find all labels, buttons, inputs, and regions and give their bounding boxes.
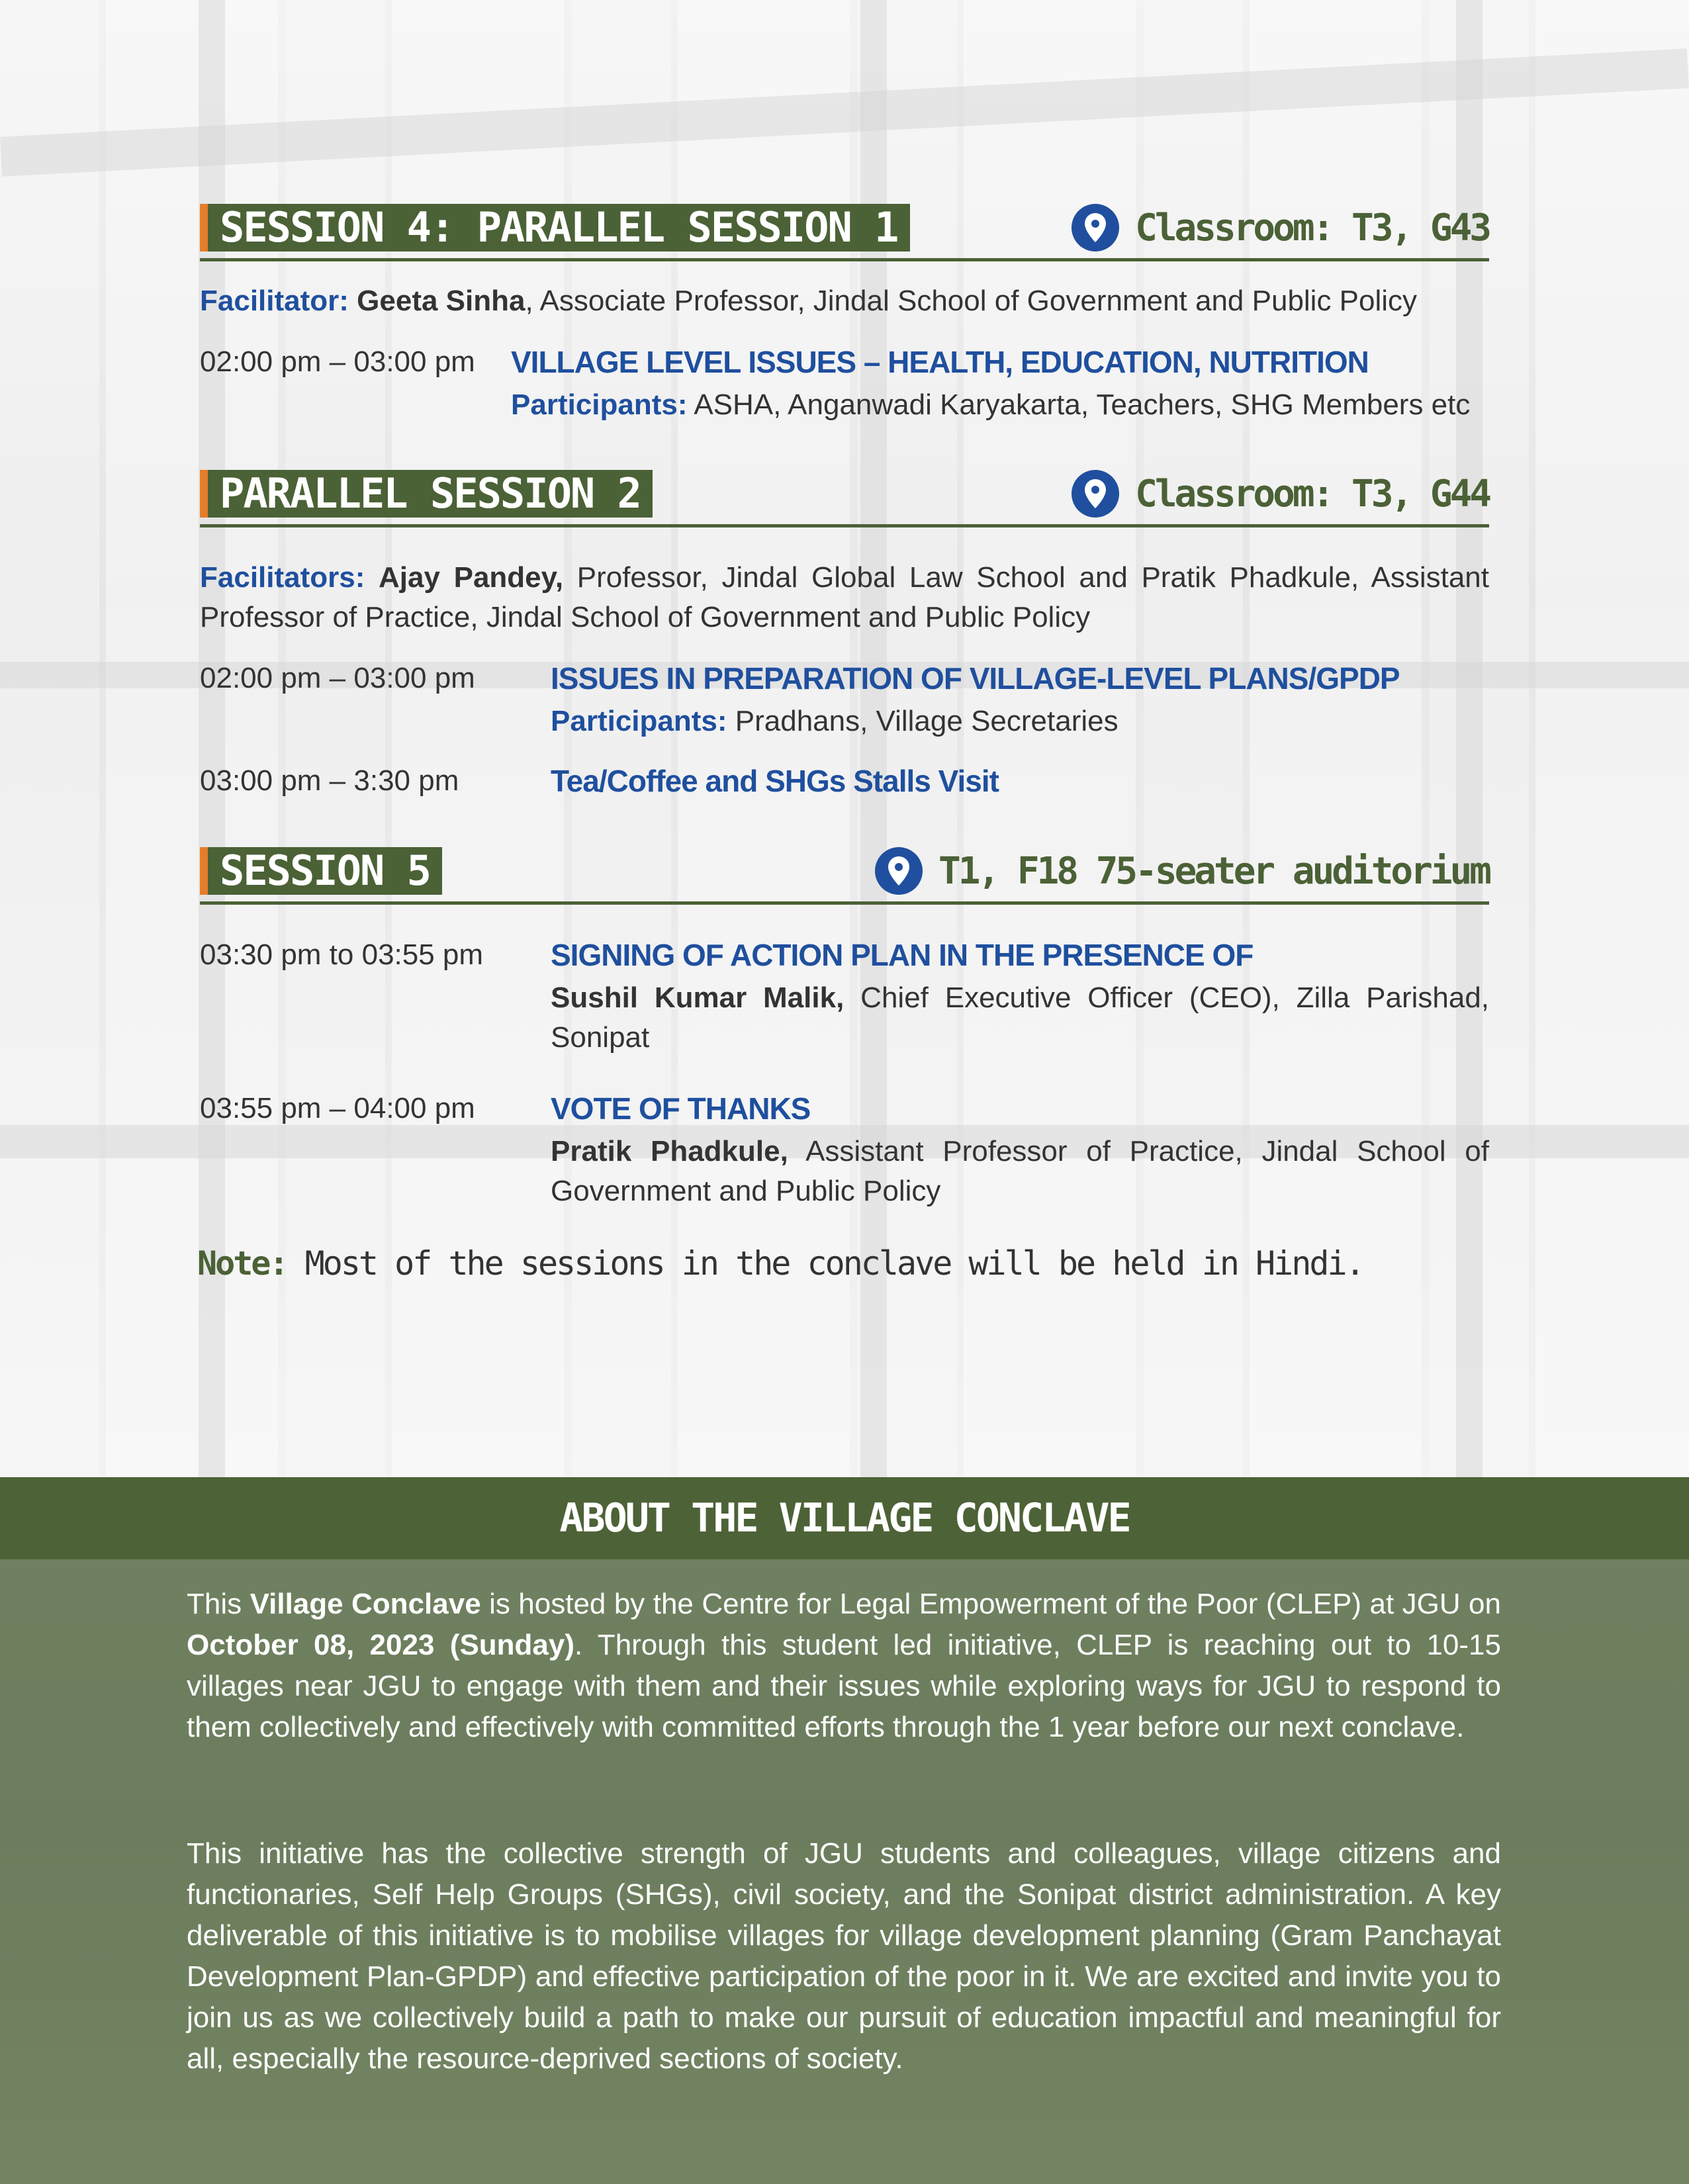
person-name: Pratik Phadkule,: [551, 1135, 788, 1167]
parallel2-time1: 02:00 pm – 03:00 pm: [200, 662, 475, 694]
parallel2-participants: [551, 702, 1118, 741]
session5-time2: 03:55 pm – 04:00 pm: [200, 1092, 475, 1124]
location-pin-icon: [1072, 470, 1119, 518]
session5-title1: SIGNING OF ACTION PLAN IN THE PRESENCE OF: [551, 938, 1254, 972]
session5-location-text: T1, F18 75-seater auditorium: [938, 849, 1489, 893]
parallel2-header: [200, 465, 1489, 527]
about-paragraph-1: [187, 1584, 1501, 1748]
person-name: Sushil Kumar Malik,: [551, 981, 844, 1014]
parallel2-time2: 03:00 pm – 3:30 pm: [200, 764, 459, 797]
person-role: Chief Executive Officer (CEO), Zilla Parishad, Sonipat: [551, 981, 1490, 1054]
participants-label: Participants:: [551, 705, 727, 737]
about-p1-text: . Through this student led initiative, CLEP is reaching out to 10-15 villages near JGU to engage with them and their issues while exploring ways for JGU to respond to them collectively and effectively with committed efforts through the 1 year before our next conclave.: [187, 1629, 1501, 1743]
session4-time: 02:00 pm – 03:00 pm: [200, 345, 475, 378]
about-p1-text: is hosted by the Centre for Legal Empowerment of the Poor (CLEP) at JGU on: [480, 1588, 1501, 1620]
session5-person1: [551, 978, 1489, 1058]
facilitator-name: Geeta Sinha: [357, 285, 525, 317]
session4-participants: [511, 385, 1470, 425]
session5-tag: SESSION 5: [200, 847, 442, 895]
session4-title: VILLAGE LEVEL ISSUES – HEALTH, EDUCATION, NUTRITION: [511, 345, 1369, 379]
facilitators-rest: Professor, Jindal Global Law School and Pratik Phadkule, Assistant Professor of Practice, Jindal School of Government and Public Policy: [200, 561, 1489, 633]
session4-tag: SESSION 4: PARALLEL SESSION 1: [200, 204, 910, 251]
note-text: Most of the sessions in the conclave will be held in Hindi.: [304, 1244, 1363, 1283]
session5-location: [875, 847, 1489, 895]
facilitators-label: Facilitators:: [200, 561, 365, 594]
facilitator-role: , Associate Professor, Jindal School of Government and Public Policy: [525, 285, 1418, 317]
facilitator-label: Facilitator:: [200, 285, 349, 317]
session5-time1: 03:30 pm to 03:55 pm: [200, 938, 484, 971]
participants-label: Participants:: [511, 388, 688, 421]
about-paragraph-2: This initiative has the collective strength of JGU students and colleagues, village citizens and functionaries, Self Help Groups (SHGs), civil society, and the Sonipat district administration. A key deliverable of this initiative is to mobilise villages for village development planning (Gram Panchayat Development Plan-GPDP) and effective participation of the poor in it. We are excited and invite you to join us as we collectively build a path to make our pursuit of education impactful and meaningful for all, especially the resource-deprived sections of society.: [187, 1837, 1501, 2075]
about-p1-text: This: [187, 1588, 250, 1620]
participants-list: Pradhans, Village Secretaries: [735, 705, 1118, 737]
session5-person2: [551, 1132, 1489, 1211]
parallel2-location: [1072, 470, 1489, 518]
facilitator-name: Ajay Pandey,: [379, 561, 564, 594]
parallel2-tag: PARALLEL SESSION 2: [200, 470, 653, 518]
parallel2-facilitators: [200, 558, 1489, 637]
session5-title2: VOTE OF THANKS: [551, 1091, 811, 1126]
about-p1-bold-date: October 08, 2023 (Sunday): [187, 1629, 575, 1661]
note: [197, 1244, 1363, 1283]
session4-header: [200, 199, 1489, 261]
location-pin-icon: [1072, 204, 1119, 251]
about-heading: ABOUT THE VILLAGE CONCLAVE: [0, 1477, 1689, 1559]
person-role: Assistant Professor of Practice, Jindal School of Government and Public Policy: [551, 1135, 1489, 1207]
participants-list: ASHA, Anganwadi Karyakarta, Teachers, SHG Members etc: [694, 388, 1471, 421]
session5-header: [200, 842, 1489, 905]
location-pin-icon: [875, 847, 923, 895]
about-p1-bold-event: Village Conclave: [250, 1588, 481, 1620]
note-label: Note:: [197, 1244, 287, 1283]
parallel2-title2: Tea/Coffee and SHGs Stalls Visit: [551, 764, 999, 798]
session4-location: [1072, 204, 1489, 251]
parallel2-title1: ISSUES IN PREPARATION OF VILLAGE-LEVEL PLANS/GPDP: [551, 661, 1400, 696]
session4-facilitator: [200, 281, 1417, 321]
session4-location-text: Classroom: T3, G43: [1135, 206, 1489, 250]
parallel2-location-text: Classroom: T3, G44: [1135, 472, 1489, 516]
